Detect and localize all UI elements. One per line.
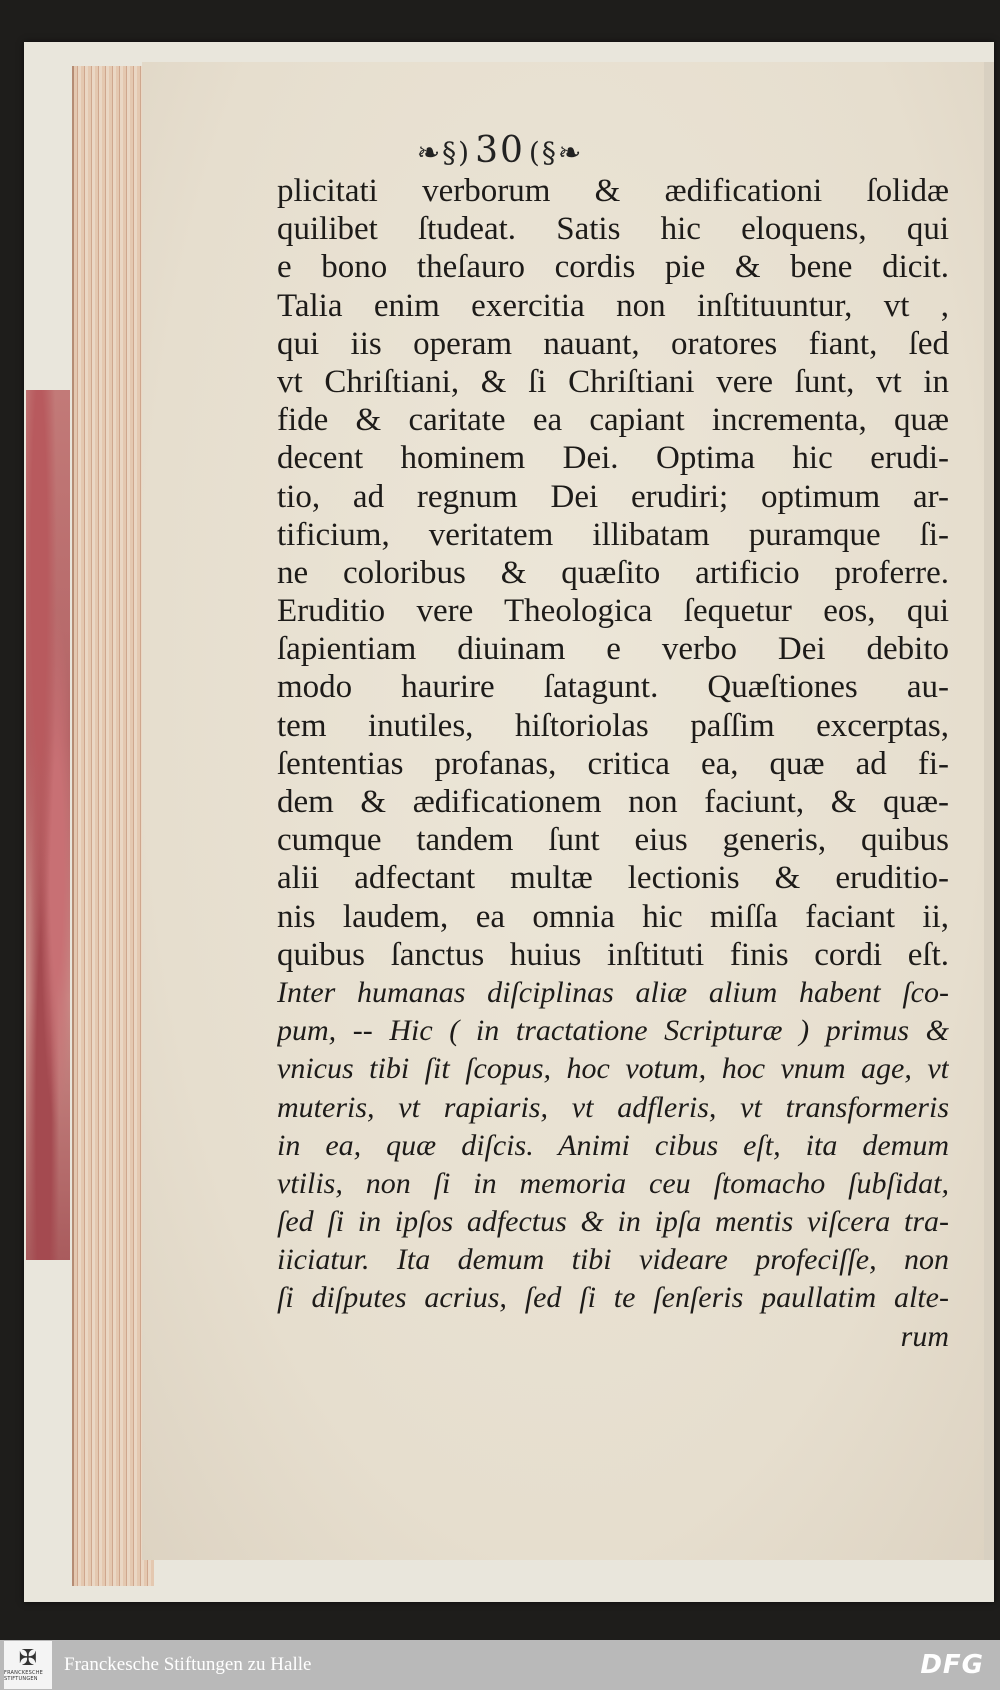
logo-emblem-icon: ✠ (18, 1646, 38, 1671)
logo-text: FRANCKESCHE STIFTUNGEN (4, 1670, 44, 1682)
text-line: ne coloribus & quæſito artificio proferre. (277, 554, 949, 591)
marbled-edge (26, 390, 70, 1260)
page-number: 30 (475, 130, 525, 171)
text-line: quibus ſanctus huius inſtituti finis cordi eſt. (277, 936, 949, 973)
text-line: nis laudem, ea omnia hic miſſa faciant ii, (277, 898, 949, 935)
text-line: Eruditio vere Theologica ſequetur eos, qui (277, 593, 949, 630)
text-line: fide & caritate ea capiant incrementa, quæ (277, 402, 949, 439)
text-line: quilibet ſtudeat. Satis hic eloquens, qui (277, 211, 949, 248)
body-text (277, 172, 949, 1356)
text-line: dem & ædificationem non faciunt, & quæ- (277, 784, 949, 820)
text-line: modo haurire ſatagunt. Quæſtiones au- (277, 669, 949, 706)
italic-line: in ea, quæ diſcis. Animi cibus eſt, ita demum (277, 1128, 949, 1162)
ornament-right-icon: (§❧ (528, 136, 584, 169)
text-line: ſapientiam diuinam e verbo Dei debito (277, 631, 949, 668)
text-line: Talia enim exercitia non inſtituuntur, vt , (277, 287, 949, 324)
italic-line: ſi diſputes acrius, ſed ſi te ſenſeris paullatim alte- (277, 1281, 949, 1315)
text-line: alii adfectant multæ lectionis & eruditio- (277, 860, 949, 897)
institution-name[interactable]: Franckesche Stiftungen zu Halle (64, 1654, 312, 1675)
dfg-logo[interactable]: DFG (920, 1650, 984, 1680)
text-line: qui iis operam nauant, oratores fiant, ſed (277, 325, 949, 362)
footer-bar (0, 1640, 1000, 1690)
ornament-left-icon: ❧§) (416, 136, 472, 169)
text-line: vt Chriſtiani, & ſi Chriſtiani vere ſunt, vt in (277, 363, 949, 400)
text-line: tem inutiles, hiſtoriolas paſſim excerptas, (277, 707, 949, 744)
text-line: decent hominem Dei. Optima hic erudi- (277, 440, 949, 477)
text-line: e bono theſauro cordis pie & bene dicit. (277, 249, 949, 286)
italic-line: vtilis, non ſi in memoria ceu ſtomacho ſubſidat, (277, 1166, 949, 1200)
text-line: tificium, veritatem illibatam puramque ſi- (277, 516, 949, 553)
catchword: rum (900, 1319, 949, 1353)
text-line: cumque tandem ſunt eius generis, quibus (277, 822, 949, 859)
italic-line: pum, -- Hic ( in tractatione Scripturæ ) primus & (277, 1014, 949, 1048)
text-line: tio, ad regnum Dei erudiri; optimum ar- (277, 478, 949, 515)
text-line: plicitati verborum & ædificationi ſolidæ (277, 173, 949, 209)
institution-logo (4, 1641, 52, 1689)
italic-line: vnicus tibi ſit ſcopus, hoc votum, hoc vnum age, vt (277, 1052, 949, 1086)
page-header (0, 130, 1000, 171)
italic-line: iiciatur. Ita demum tibi videare profeciſſe, non (277, 1243, 949, 1277)
italic-line: ſed ſi in ipſos adfectus & in ipſa mentis viſcera tra- (277, 1205, 949, 1239)
italic-line: muteris, vt rapiaris, vt adfleris, vt transformeris (277, 1090, 949, 1124)
text-line: ſententias profanas, critica ea, quæ ad fi- (277, 745, 949, 782)
italic-line: Inter humanas diſciplinas aliæ alium habent ſco- (277, 975, 949, 1009)
